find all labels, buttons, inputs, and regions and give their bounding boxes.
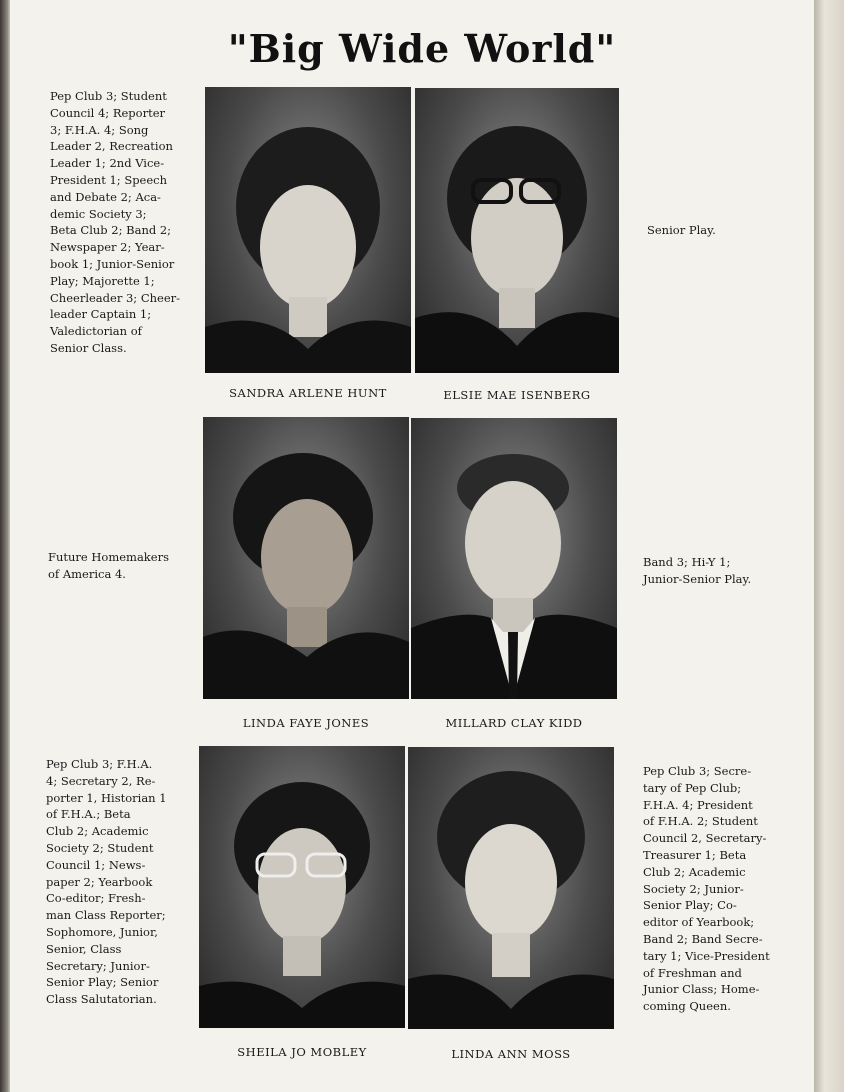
activities-caption: Future Homemakers of America 4. [48,550,169,581]
next-page-edge [814,0,844,1092]
student-name: ELSIE MAE ISENBERG [443,388,591,402]
page-title: "Big Wide World" [227,26,617,71]
activities-caption: Band 3; Hi-Y 1; Junior-Senior Play. [643,555,752,586]
activities-caption: Pep Club 3; Secre- tary of Pep Club; F.H.A. 4; President of F.H.A. 2; Student Council 2, Secretary- Treasurer 1; Beta Club 2; Academic Society 2; Junior- Senior Play; Co- editor of Yearbook; Band 2; Band Secre- tary 1; Vice-President of Freshman and Junior Class; Home- coming Queen. [643,764,770,1014]
portrait-photo [411,418,617,699]
student-name: SANDRA ARLENE HUNT [229,386,387,400]
portrait-photo [205,87,411,373]
portrait-photo [203,417,409,699]
student-name: LINDA FAYE JONES [242,716,370,730]
student-name: MILLARD CLAY KIDD [445,716,583,730]
student-name: LINDA ANN MOSS [451,1047,571,1061]
activities-caption: Senior Play. [647,223,716,237]
student-name: SHEILA JO MOBLEY [237,1045,367,1059]
portrait-photo [199,746,405,1028]
portrait-photo [415,88,619,373]
activities-caption: Pep Club 3; F.H.A. 4; Secretary 2, Re- porter 1, Historian 1 of F.H.A.; Beta Club 2; Academic Society 2; Student Council 1; News- paper 2; Yearbook Co-editor; Fresh- man Class Reporter; Sophomore, Junior, Senior, Class Secretary; Junior- Senior Play; Senior Class Salutatorian. [46,757,167,1007]
activities-caption: Pep Club 3; Student Council 4; Reporter 3; F.H.A. 4; Song Leader 2, Recreation Leader 1; 2nd Vice- President 1; Speech and Debate 2; Aca- demic Society 3; Beta Club 2; Band 2; Newspaper 2; Year- book 1; Junior-Senior Play; Majorette 1; Cheerleader 3; Cheer- leader Captain 1; Valedictorian of Senior Class. [50,89,181,355]
portrait-photo [408,747,614,1029]
